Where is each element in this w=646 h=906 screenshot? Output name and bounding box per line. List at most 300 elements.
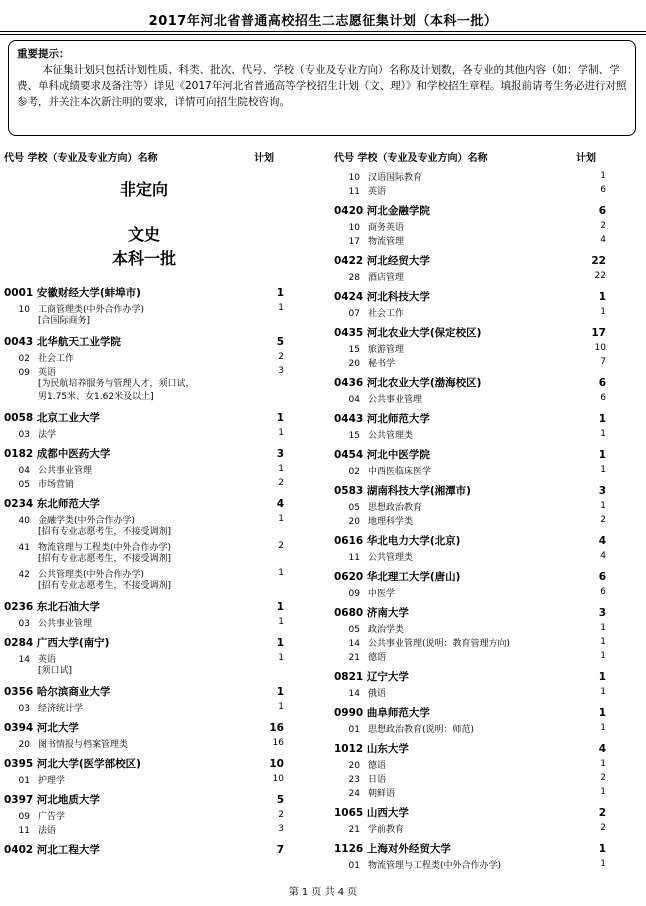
major-code: 01: [18, 775, 30, 786]
school-count: 3: [598, 484, 606, 497]
school-count: 1: [598, 842, 606, 855]
school-row: [4, 445, 284, 462]
school-name: 0395 河北大学(医学部校区): [4, 758, 141, 770]
school-name: 0043 北华航天工业学院: [4, 336, 121, 348]
school-row: [334, 446, 606, 463]
major-label: [334, 270, 404, 283]
major-count: 6: [600, 587, 606, 597]
major-label: [334, 858, 501, 871]
school-block: [4, 634, 284, 683]
school-row: [4, 755, 284, 772]
major-code: 05: [18, 479, 30, 490]
school-block: [334, 840, 606, 871]
major-label: [334, 722, 474, 735]
school-row: [4, 284, 284, 301]
school-block: [334, 252, 606, 288]
school-block: [4, 495, 284, 598]
school-count: 4: [598, 742, 606, 755]
notice-heading: 重要提示：: [17, 48, 70, 60]
school-block: [334, 288, 606, 324]
major-row: [4, 772, 284, 786]
major-label: [334, 758, 386, 771]
major-code: 15: [348, 344, 360, 355]
school-count: 3: [276, 447, 284, 460]
school-name: 1012 山东大学: [334, 743, 409, 755]
school-row: [334, 668, 606, 685]
school-block: [4, 333, 284, 409]
major-note: [招有专业志愿考生，不接受调剂]: [38, 581, 172, 591]
school-block: [4, 598, 284, 634]
school-count: 1: [276, 636, 284, 649]
school-name: 0443 河北师范大学: [334, 413, 430, 425]
major-label: [4, 427, 56, 440]
school-count: 22: [591, 254, 606, 267]
major-code: 09: [348, 588, 360, 599]
major-count: 1: [278, 702, 284, 712]
major-row: [334, 757, 606, 771]
school-row: [4, 495, 284, 512]
school-block: [334, 604, 606, 668]
school-row: [334, 840, 606, 857]
major-code: 23: [348, 774, 360, 785]
major-count: 4: [600, 551, 606, 561]
major-label: [334, 786, 395, 799]
major-count: 1: [278, 653, 284, 663]
major-label: [334, 184, 386, 197]
major-count: 22: [594, 271, 606, 281]
major-row: [334, 499, 606, 513]
major-count: 10: [272, 774, 284, 784]
major-row: [334, 427, 606, 441]
major-name: 公共事业管理(说明：教育管理方向): [368, 638, 511, 649]
major-row: [4, 462, 284, 476]
major-name: 德语: [368, 760, 387, 771]
school-name: 0356 哈尔滨商业大学: [4, 686, 111, 698]
school-count: 3: [598, 606, 606, 619]
major-row: [334, 785, 606, 799]
major-code: 10: [348, 172, 360, 183]
major-row: [334, 721, 606, 735]
major-name: 俄语: [368, 688, 387, 699]
major-count: 1: [600, 637, 606, 647]
major-label: [4, 567, 144, 580]
major-row: [334, 685, 606, 699]
major-label: [4, 823, 56, 836]
major-count: 6: [600, 393, 606, 403]
school-count: 1: [598, 290, 606, 303]
major-label: [334, 686, 386, 699]
major-row: [334, 463, 606, 477]
school-name: 0234 东北师范大学: [4, 498, 100, 510]
school-row: [4, 634, 284, 651]
major-row: [4, 736, 284, 750]
major-count: 1: [278, 464, 284, 474]
major-count: 3: [278, 824, 284, 834]
major-name: 市场营销: [38, 479, 75, 490]
major-code: 41: [18, 542, 30, 553]
major-label: [334, 636, 510, 649]
major-name: 学前教育: [368, 824, 405, 835]
major-label: [334, 622, 404, 635]
major-label: [4, 302, 144, 315]
school-name: 0454 河北中医学院: [334, 449, 430, 461]
major-code: 07: [348, 308, 360, 319]
school-row: [4, 333, 284, 350]
major-row: [4, 651, 284, 665]
school-row: [334, 532, 606, 549]
major-name: 公共事业管理: [368, 394, 423, 405]
major-label: [4, 513, 135, 526]
major-row: [334, 391, 606, 405]
major-count: 1: [278, 428, 284, 438]
major-label: [4, 365, 56, 378]
school-count: 1: [276, 411, 284, 424]
major-code: 10: [348, 222, 360, 233]
major-label: [334, 500, 422, 513]
major-name: 思想政治教育: [368, 502, 423, 513]
school-row: [334, 288, 606, 305]
school-row: [334, 704, 606, 721]
major-code: 11: [18, 825, 30, 836]
school-name: 0422 河北经贸大学: [334, 255, 430, 267]
major-name: 图书情报与档案管理类: [38, 739, 129, 750]
school-block: [334, 202, 606, 252]
school-name: 0284 广西大学(南宁): [4, 637, 110, 649]
school-name: 0424 河北科技大学: [334, 291, 430, 303]
school-block: [334, 374, 606, 410]
major-row: [4, 539, 284, 553]
school-name: 0420 河北金融学院: [334, 205, 430, 217]
school-count: 1: [276, 685, 284, 698]
major-row: [4, 426, 284, 440]
major-code: 21: [348, 652, 360, 663]
school-count: 6: [598, 570, 606, 583]
major-count: 2: [600, 823, 606, 833]
major-count: 2: [278, 478, 284, 488]
school-name: 0990 曲阜师范大学: [334, 707, 430, 719]
major-row: [334, 635, 606, 649]
school-name: 0616 华北电力大学(北京): [334, 535, 461, 547]
school-row: [334, 604, 606, 621]
major-code: 28: [348, 272, 360, 283]
major-name: 社会工作: [368, 308, 405, 319]
school-count: 2: [598, 806, 606, 819]
major-name: 广告学: [38, 811, 66, 822]
major-count: 1: [600, 501, 606, 511]
column-header: [4, 149, 284, 165]
major-code: 04: [348, 394, 360, 405]
school-name: 0402 河北工程大学: [4, 844, 100, 856]
school-block: [4, 719, 284, 755]
school-name: 0435 河北农业大学(保定校区): [334, 327, 482, 339]
school-count: 1: [598, 448, 606, 461]
major-count: 1: [600, 759, 606, 769]
section-nature: 非定向: [119, 180, 168, 199]
major-count: 1: [600, 623, 606, 633]
major-label: [4, 616, 92, 629]
major-row: [4, 301, 284, 315]
major-code: 02: [348, 466, 360, 477]
major-code: 09: [18, 367, 30, 378]
column-header: [334, 149, 606, 165]
major-row: [4, 512, 284, 526]
school-row: [4, 791, 284, 808]
school-name: 0821 辽宁大学: [334, 671, 409, 683]
major-label: [334, 650, 386, 663]
major-count: 1: [600, 787, 606, 797]
school-row: [334, 482, 606, 499]
major-label: [334, 306, 404, 319]
school-block: [334, 668, 606, 704]
major-note: [为民航培养服务与管理人才，须口试，: [38, 379, 195, 389]
school-row: [4, 683, 284, 700]
school-block: [334, 446, 606, 482]
school-block: [4, 683, 284, 719]
major-label: [334, 550, 413, 563]
major-code: 02: [18, 353, 30, 364]
page-footer: 第 1 页 共 4 页: [288, 887, 358, 898]
school-block: [334, 740, 606, 804]
right-school-list: [334, 202, 606, 871]
section-subject: 文史: [127, 225, 160, 244]
major-name: 政治学类: [368, 624, 405, 635]
left-school-list: [4, 284, 284, 858]
major-name: 物流管理: [368, 236, 405, 247]
major-note: [招有专业志愿考生，不接受调剂]: [38, 527, 172, 537]
major-code: 40: [18, 515, 30, 526]
school-name: 0001 安徽财经大学(蚌埠市): [4, 287, 141, 299]
major-row: [4, 700, 284, 714]
major-count: 1: [600, 429, 606, 439]
school-row: [334, 410, 606, 427]
school-count: 1: [598, 412, 606, 425]
major-code: 14: [348, 638, 360, 649]
school-block: [334, 324, 606, 374]
major-row: [334, 549, 606, 563]
major-label: [334, 356, 395, 369]
major-row: [334, 305, 606, 319]
major-row: [334, 355, 606, 369]
major-row: [4, 822, 284, 836]
major-count: 1: [600, 723, 606, 733]
major-note: 男1.75米、女1.62米及以上]: [38, 392, 154, 402]
major-name: 中医学: [368, 588, 396, 599]
school-row: [334, 568, 606, 585]
major-count: 7: [600, 357, 606, 367]
major-label: [334, 428, 413, 441]
major-note: [合国际商务]: [38, 316, 91, 326]
school-count: 1: [598, 670, 606, 683]
major-name: 英语: [368, 186, 387, 197]
school-row: [334, 324, 606, 341]
page-title: 2017年河北省普通高校招生二志愿征集计划（本科一批）: [148, 14, 498, 29]
title-rule-bottom: [0, 34, 646, 35]
major-name: 社会工作: [38, 353, 75, 364]
major-row: [4, 566, 284, 580]
major-name: 地理科学类: [368, 516, 414, 527]
school-row: [334, 804, 606, 821]
major-label: [334, 514, 413, 527]
major-label: [4, 809, 65, 822]
school-name: 0182 成都中医药大学: [4, 448, 111, 460]
major-label: [4, 540, 171, 553]
major-code: 10: [18, 304, 30, 315]
major-label: [4, 701, 83, 714]
major-note: [须口试]: [38, 666, 73, 676]
major-name: 法学: [38, 429, 57, 440]
major-code: 03: [18, 618, 30, 629]
school-block: [334, 704, 606, 740]
major-name: 公共事业管理: [38, 618, 93, 629]
major-row: [334, 269, 606, 283]
major-label: [334, 342, 404, 355]
major-label: [334, 822, 404, 835]
major-count: 4: [600, 235, 606, 245]
major-count: 1: [600, 687, 606, 697]
major-code: 03: [18, 703, 30, 714]
major-row: [334, 183, 606, 197]
major-name: 金融学类(中外合作办学): [38, 515, 136, 526]
major-name: 秘书学: [368, 358, 396, 369]
major-label: [334, 234, 404, 247]
major-count: 16: [272, 738, 284, 748]
school-block: [334, 568, 606, 604]
major-label: [4, 463, 92, 476]
school-count: 1: [598, 706, 606, 719]
school-name: 0394 河北大学: [4, 722, 79, 734]
school-count: 1: [276, 286, 284, 299]
major-name: 公共管理类(中外合作办学): [38, 569, 145, 580]
notice-box: [8, 40, 636, 136]
school-name: 0680 济南大学: [334, 607, 409, 619]
major-code: 17: [348, 236, 360, 247]
major-name: 公共管理类: [368, 552, 414, 563]
major-name: 汉语国际教育: [368, 172, 423, 183]
school-name: 0436 河北农业大学(渤海校区): [334, 377, 482, 389]
major-count: 1: [600, 307, 606, 317]
school-row: [4, 719, 284, 736]
major-name: 工商管理类(中外合作办学): [38, 304, 145, 315]
school-block: [334, 482, 606, 532]
major-count: 1: [278, 514, 284, 524]
right-column: [334, 149, 606, 871]
school-name: 0620 华北理工大学(唐山): [334, 571, 461, 583]
major-name: 英语: [38, 367, 57, 378]
major-code: 20: [348, 358, 360, 369]
school-name: 0583 湖南科技大学(湘潭市): [334, 485, 471, 497]
major-code: 11: [348, 552, 360, 563]
major-count: 10: [594, 343, 606, 353]
major-count: 2: [278, 352, 284, 362]
school-count: 17: [591, 326, 606, 339]
major-name: 公共管理类: [368, 430, 414, 441]
major-name: 法语: [38, 825, 57, 836]
school-name: 0058 北京工业大学: [4, 412, 100, 424]
school-block: [4, 791, 284, 841]
school-count: 4: [276, 497, 284, 510]
major-name: 日语: [368, 774, 387, 785]
major-row: [334, 649, 606, 663]
major-row: [4, 615, 284, 629]
major-label: [4, 351, 74, 364]
school-count: 7: [276, 843, 284, 856]
major-code: 20: [348, 516, 360, 527]
school-block: [334, 410, 606, 446]
major-code: 01: [348, 860, 360, 871]
major-label: [4, 477, 74, 490]
major-name: 中西医临床医学: [368, 466, 432, 477]
major-name: 公共事业管理: [38, 465, 93, 476]
school-row: [4, 409, 284, 426]
major-name: 思想政治教育(说明：师范): [368, 724, 475, 735]
major-row: [334, 219, 606, 233]
major-count: 1: [278, 568, 284, 578]
major-name: 朝鲜语: [368, 788, 396, 799]
school-count: 16: [269, 721, 284, 734]
major-count: 2: [278, 810, 284, 820]
school-row: [4, 841, 284, 858]
major-count: 6: [600, 185, 606, 195]
major-count: 1: [600, 859, 606, 869]
major-name: 物流管理与工程类(中外合作办学): [38, 542, 172, 553]
major-code: 09: [18, 811, 30, 822]
school-row: [334, 740, 606, 757]
major-label: [334, 392, 422, 405]
major-label: [334, 170, 422, 183]
major-label: [334, 464, 431, 477]
left-column: [4, 149, 284, 858]
major-name: 物流管理与工程类(中外合作办学): [368, 860, 502, 871]
major-label: [334, 586, 395, 599]
school-block: [4, 445, 284, 495]
school-block: [334, 532, 606, 568]
school-count: 6: [598, 376, 606, 389]
major-row: [334, 233, 606, 247]
major-row: [4, 350, 284, 364]
school-row: [334, 374, 606, 391]
major-code: 20: [348, 760, 360, 771]
major-name: 经济统计学: [38, 703, 84, 714]
school-block: [4, 841, 284, 858]
major-label: [4, 652, 56, 665]
major-count: 1: [278, 617, 284, 627]
right-continued-majors: [334, 169, 606, 202]
school-count: 10: [269, 757, 284, 770]
major-row: [334, 821, 606, 835]
school-name: 0236 东北石油大学: [4, 601, 100, 613]
major-row: [334, 341, 606, 355]
major-count: 1: [600, 651, 606, 661]
major-row: [4, 808, 284, 822]
school-row: [334, 202, 606, 219]
column-header-name: 代号 学校（专业及专业方向）名称: [4, 153, 158, 164]
major-row: [4, 364, 284, 378]
column-header-name: 代号 学校（专业及专业方向）名称: [334, 153, 488, 164]
major-count: 2: [278, 541, 284, 551]
major-row: [334, 585, 606, 599]
major-count: 2: [600, 515, 606, 525]
major-code: 04: [18, 465, 30, 476]
major-code: 14: [18, 654, 30, 665]
school-count: 4: [598, 534, 606, 547]
school-count: 5: [276, 793, 284, 806]
major-label: [4, 737, 128, 750]
major-row: [334, 513, 606, 527]
major-row: [334, 771, 606, 785]
school-name: 1065 山西大学: [334, 807, 409, 819]
major-row: [334, 857, 606, 871]
major-code: 05: [348, 624, 360, 635]
